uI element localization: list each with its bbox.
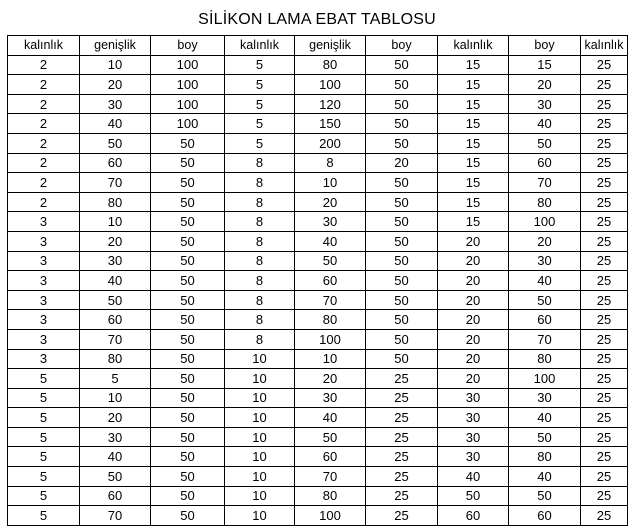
table-cell: 25 [581,447,628,467]
table-cell: 50 [366,94,438,114]
table-cell: 8 [225,173,295,193]
table-cell: 8 [225,192,295,212]
table-cell: 50 [366,75,438,95]
table-cell: 40 [80,447,151,467]
table-cell: 50 [366,192,438,212]
table-cell: 10 [80,212,151,232]
table-cell: 3 [8,290,80,310]
table-cell: 50 [151,388,225,408]
table-cell: 15 [438,55,509,75]
table-cell: 50 [151,251,225,271]
table-cell: 60 [438,506,509,526]
table-cell: 50 [151,192,225,212]
table-cell: 100 [151,55,225,75]
table-cell: 40 [509,271,581,291]
table-row [8,310,628,330]
table-cell: 8 [225,231,295,251]
table-cell: 80 [295,310,366,330]
table-cell: 200 [295,133,366,153]
table-cell: 25 [581,114,628,134]
table-cell: 20 [80,408,151,428]
table-cell: 60 [295,447,366,467]
table-cell: 15 [438,173,509,193]
table-cell: 100 [151,94,225,114]
table-cell: 100 [509,212,581,232]
table-cell: 80 [295,486,366,506]
table-cell: 10 [225,467,295,487]
table-cell: 20 [509,231,581,251]
table-cell: 70 [80,329,151,349]
table-cell: 50 [151,212,225,232]
table-cell: 80 [80,349,151,369]
table-row [8,408,628,428]
table-cell: 30 [295,212,366,232]
table-cell: 25 [581,231,628,251]
table-cell: 30 [509,94,581,114]
table-cell: 10 [225,369,295,389]
table-cell: 5 [8,486,80,506]
table-cell: 25 [581,310,628,330]
table-cell: 8 [225,290,295,310]
table-cell: 8 [225,212,295,232]
table-cell: 60 [295,271,366,291]
header-cell-kalinlik-1: kalınlık [8,36,80,56]
table-cell: 50 [151,427,225,447]
table-title: SİLİKON LAMA EBAT TABLOSU [198,11,436,28]
table-cell: 25 [581,75,628,95]
table-cell: 20 [438,369,509,389]
table-cell: 5 [8,388,80,408]
table-row [8,271,628,291]
table-cell: 5 [225,75,295,95]
table-cell: 25 [581,55,628,75]
table-cell: 50 [366,329,438,349]
table-cell: 30 [509,251,581,271]
table-cell: 8 [295,153,366,173]
table-cell: 2 [8,173,80,193]
table-cell: 3 [8,329,80,349]
table-cell: 70 [509,329,581,349]
table-cell: 40 [80,271,151,291]
table-cell: 30 [80,251,151,271]
table-cell: 10 [225,408,295,428]
table-cell: 60 [80,486,151,506]
table-cell: 10 [225,447,295,467]
table-row [8,467,628,487]
table-cell: 15 [438,114,509,134]
table-cell: 20 [438,290,509,310]
table-cell: 2 [8,153,80,173]
table-cell: 80 [509,447,581,467]
table-cell: 25 [366,447,438,467]
table-cell: 25 [581,290,628,310]
table-cell: 70 [509,173,581,193]
table-cell: 25 [581,133,628,153]
table-cell: 50 [151,329,225,349]
table-cell: 50 [80,290,151,310]
table-cell: 25 [581,427,628,447]
table-cell: 5 [8,467,80,487]
table-cell: 50 [366,133,438,153]
table-cell: 50 [366,271,438,291]
table-cell: 15 [438,212,509,232]
table-cell: 2 [8,55,80,75]
table-cell: 80 [295,55,366,75]
table-cell: 50 [366,212,438,232]
table-cell: 50 [151,369,225,389]
table-cell: 10 [295,349,366,369]
table-cell: 50 [151,486,225,506]
table-cell: 50 [366,173,438,193]
table-cell: 15 [438,94,509,114]
table-cell: 25 [366,388,438,408]
table-cell: 20 [438,310,509,330]
table-cell: 25 [366,427,438,447]
table-cell: 30 [438,388,509,408]
table-row [8,349,628,369]
table-cell: 150 [295,114,366,134]
table-cell: 70 [295,467,366,487]
table-cell: 8 [225,153,295,173]
table-cell: 10 [80,55,151,75]
table-cell: 50 [366,114,438,134]
table-cell: 20 [438,349,509,369]
table-cell: 50 [151,271,225,291]
table-cell: 10 [225,349,295,369]
table-cell: 50 [366,231,438,251]
table-cell: 80 [509,192,581,212]
table-cell: 100 [151,75,225,95]
table-cell: 20 [295,192,366,212]
table-cell: 3 [8,271,80,291]
table-cell: 2 [8,75,80,95]
table-cell: 10 [225,388,295,408]
header-cell-genislik-1: genişlik [80,36,151,56]
header-cell-kalinlik-3: kalınlık [438,36,509,56]
table-cell: 3 [8,310,80,330]
table-cell: 30 [295,388,366,408]
table-cell: 2 [8,114,80,134]
table-cell: 70 [80,173,151,193]
table-cell: 25 [581,408,628,428]
header-cell-kalinlik-2: kalınlık [225,36,295,56]
table-cell: 15 [509,55,581,75]
table-cell: 60 [80,310,151,330]
table-cell: 50 [366,290,438,310]
table-cell: 40 [438,467,509,487]
table-cell: 2 [8,192,80,212]
table-cell: 50 [151,506,225,526]
table-cell: 25 [366,369,438,389]
table-cell: 50 [151,310,225,330]
table-cell: 60 [80,153,151,173]
table-cell: 50 [295,251,366,271]
table-cell: 5 [225,94,295,114]
table-row [8,173,628,193]
table-cell: 20 [295,369,366,389]
table-cell: 50 [151,408,225,428]
silicone-strip-size-table [7,35,628,526]
table-row [8,192,628,212]
table-cell: 15 [438,153,509,173]
table-row [8,486,628,506]
table-cell: 50 [366,310,438,330]
table-cell: 20 [80,231,151,251]
table-cell: 50 [366,55,438,75]
table-cell: 25 [581,212,628,232]
table-cell: 5 [8,447,80,467]
table-cell: 8 [225,251,295,271]
table-cell: 30 [438,447,509,467]
table-cell: 50 [509,427,581,447]
table-cell: 5 [225,55,295,75]
table-cell: 2 [8,133,80,153]
table-cell: 25 [581,369,628,389]
table-cell: 50 [151,349,225,369]
table-cell: 15 [438,192,509,212]
table-cell: 10 [80,388,151,408]
header-cell-genislik-2: genişlik [295,36,366,56]
table-cell: 50 [366,349,438,369]
table-cell: 15 [438,75,509,95]
table-cell: 25 [581,467,628,487]
table-cell: 25 [581,251,628,271]
table-cell: 50 [151,133,225,153]
table-cell: 100 [295,506,366,526]
table-cell: 20 [438,271,509,291]
table-cell: 20 [438,329,509,349]
table-row [8,133,628,153]
table-row [8,114,628,134]
table-cell: 5 [225,114,295,134]
table-cell: 100 [295,75,366,95]
table-cell: 20 [509,75,581,95]
header-cell-kalinlik-4: kalınlık [581,36,628,56]
table-cell: 3 [8,231,80,251]
table-row [8,231,628,251]
table-cell: 100 [151,114,225,134]
table-cell: 10 [295,173,366,193]
table-cell: 100 [295,329,366,349]
table-row [8,427,628,447]
table-cell: 50 [80,467,151,487]
table-row [8,94,628,114]
table-cell: 5 [80,369,151,389]
table-cell: 40 [80,114,151,134]
table-cell: 5 [225,133,295,153]
table-cell: 80 [80,192,151,212]
table-row [8,153,628,173]
table-cell: 40 [295,231,366,251]
table-cell: 80 [509,349,581,369]
table-cell: 25 [581,192,628,212]
table-row [8,75,628,95]
table-cell: 25 [581,349,628,369]
table-cell: 40 [509,467,581,487]
table-cell: 50 [151,231,225,251]
table-row [8,290,628,310]
table-row [8,506,628,526]
table-cell: 70 [80,506,151,526]
table-cell: 5 [8,506,80,526]
table-cell: 40 [295,408,366,428]
table-cell: 60 [509,506,581,526]
table-cell: 120 [295,94,366,114]
table-cell: 40 [509,408,581,428]
table-cell: 10 [225,427,295,447]
table-row [8,447,628,467]
table-row [8,55,628,75]
table-cell: 60 [509,153,581,173]
table-cell: 5 [8,408,80,428]
table-cell: 25 [366,408,438,428]
table-cell: 50 [295,427,366,447]
table-body [8,55,628,525]
table-cell: 15 [438,133,509,153]
table-cell: 30 [80,94,151,114]
table-cell: 8 [225,310,295,330]
table-cell: 60 [509,310,581,330]
table-row [8,251,628,271]
table-cell: 20 [80,75,151,95]
table-cell: 30 [438,427,509,447]
table-cell: 25 [581,506,628,526]
table-cell: 30 [509,388,581,408]
table-cell: 10 [225,506,295,526]
table-cell: 50 [509,133,581,153]
table-cell: 25 [581,94,628,114]
table-cell: 3 [8,349,80,369]
header-cell-boy-2: boy [366,36,438,56]
table-cell: 70 [295,290,366,310]
table-cell: 50 [438,486,509,506]
table-cell: 50 [509,486,581,506]
table-cell: 40 [509,114,581,134]
table-row [8,212,628,232]
table-cell: 25 [581,329,628,349]
table-cell: 50 [509,290,581,310]
table-cell: 2 [8,94,80,114]
table-cell: 3 [8,212,80,232]
table-cell: 100 [509,369,581,389]
table-cell: 8 [225,329,295,349]
table-cell: 25 [366,506,438,526]
table-cell: 25 [366,467,438,487]
table-cell: 20 [438,251,509,271]
table-cell: 50 [151,447,225,467]
table-cell: 25 [366,486,438,506]
table-cell: 25 [581,486,628,506]
table-cell: 50 [151,153,225,173]
table-cell: 5 [8,427,80,447]
table-row [8,369,628,389]
table-cell: 25 [581,173,628,193]
table-cell: 50 [151,173,225,193]
table-cell: 8 [225,271,295,291]
table-cell: 20 [438,231,509,251]
table-cell: 25 [581,271,628,291]
table-row [8,329,628,349]
table-cell: 3 [8,251,80,271]
table-cell: 30 [438,408,509,428]
table-cell: 25 [581,153,628,173]
table-cell: 50 [151,290,225,310]
table-cell: 10 [225,486,295,506]
table-cell: 25 [581,388,628,408]
table-cell: 5 [8,369,80,389]
header-cell-boy-3: boy [509,36,581,56]
table-cell: 50 [366,251,438,271]
header-cell-boy-1: boy [151,36,225,56]
table-cell: 20 [366,153,438,173]
table-cell: 50 [151,467,225,487]
table-row [8,388,628,408]
header-row [8,36,628,56]
table-cell: 30 [80,427,151,447]
table-cell: 50 [80,133,151,153]
